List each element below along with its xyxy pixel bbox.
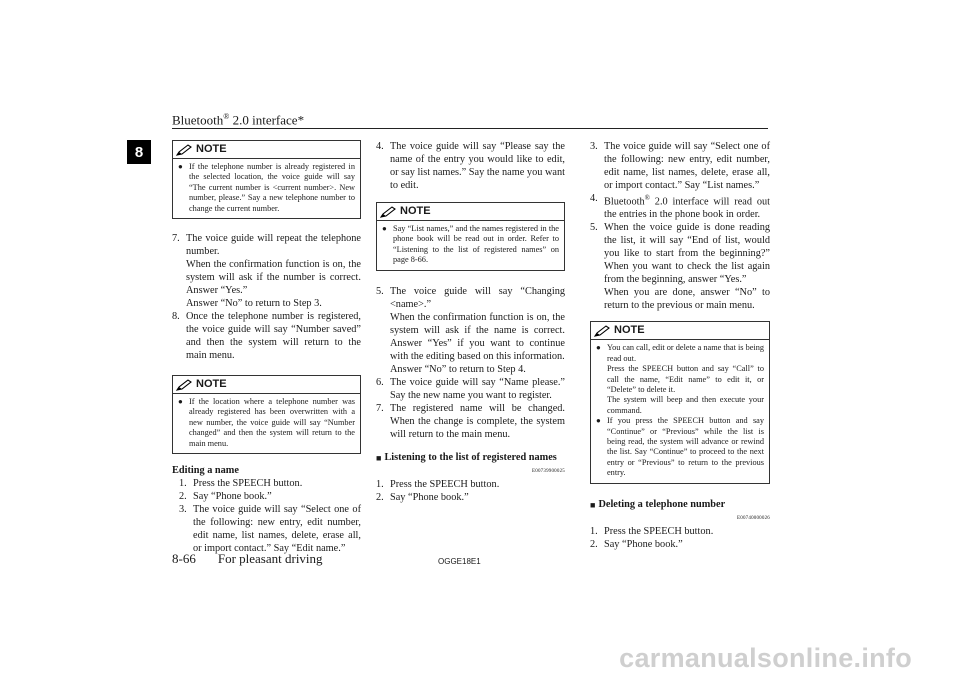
listen-step-1: 1. Press the SPEECH button.	[376, 478, 500, 490]
bullet-icon: ●	[596, 416, 601, 426]
note-title: NOTE	[196, 143, 227, 155]
step-7b: 7. The registered name will be changed. When the change is complete, the system will return to the main menu.	[376, 402, 565, 440]
step-8: 8. Once the telephone number is registered, the voice guide will say “Number saved” and then the system will return to the main menu.	[172, 311, 361, 362]
delete-step-1: 1. Press the SPEECH button.	[590, 525, 714, 537]
square-bullet-icon: ■	[590, 499, 596, 510]
list-step-4: 4. Bluetooth® 2.0 interface will read out the entries in the phone book in order.	[590, 193, 770, 221]
running-header: Bluetooth® 2.0 interface*	[172, 112, 305, 128]
note-item: ● You can call, edit or delete a name that is being read out. Press the SPEECH button and say “Call” to call the name, “Edit name” to edit it, or “Delete” to delete it. The system will beep and then execute your command.	[596, 343, 764, 415]
column-1	[172, 140, 361, 555]
step-6: 6. The voice guide will say “Name please.” Say the new name you want to register.	[376, 376, 565, 401]
page-footer	[172, 551, 323, 567]
step-5: 5. The voice guide will say “Changing <name>.” When the confirmation function is on, the system will ask if the name is correct. Answer “Yes” if you want to continue with the editing based on this information. Answer “No” to return to Step 4.	[376, 285, 565, 375]
watermark: carmanualsonline.info	[619, 643, 912, 673]
note-item: ● If you press the SPEECH button and say “Continue” or “Previous” while the list is being read, the system will advance or rewind the list. Say “Continue” to proceed to the next entry or “Previous” to return to the previous entry.	[596, 416, 764, 478]
footer-code: OGGE18E1	[438, 557, 481, 566]
section-title-editing-name: Editing a name	[172, 465, 239, 477]
section-title-listening: ■ Listening to the list of registered names	[376, 451, 557, 463]
note-pen-icon	[176, 144, 193, 156]
note-box	[590, 321, 770, 483]
note-pen-icon	[594, 325, 611, 337]
edit-step-3: 3. The voice guide will say “Select one of the following: new entry, edit number, edit name, list names, delete, erase all, or import contact.” Say “Edit name.”	[179, 504, 361, 555]
note-pen-icon	[380, 206, 397, 218]
note-header	[173, 141, 360, 159]
list-step-5: 5. When the voice guide is done reading the list, it will say “End of list, would you like to start from the beginning?” When you want to check the list again from the beginning, answer “Yes.” When you are done, answer “No” to return to the previous or main menu.	[590, 222, 770, 312]
edit-step-1: 1. Press the SPEECH button.	[179, 478, 303, 490]
section-code: E00740000026	[737, 515, 770, 521]
note-title: NOTE	[614, 324, 645, 337]
bullet-icon: ●	[178, 397, 183, 407]
note-body	[173, 159, 360, 218]
edit-step-2: 2. Say “Phone book.”	[179, 491, 272, 503]
section-title-deleting: ■ Deleting a telephone number	[590, 498, 726, 510]
delete-step-2: 2. Say “Phone book.”	[590, 538, 683, 550]
square-bullet-icon: ■	[376, 452, 382, 463]
listen-step-2: 2. Say “Phone book.”	[376, 491, 469, 503]
header-rule	[172, 128, 768, 129]
note-box	[172, 375, 361, 454]
page-number: 8-66	[172, 551, 196, 566]
column-3	[590, 140, 770, 551]
note-body	[173, 394, 360, 453]
note-header	[591, 322, 769, 340]
note-item: ● If the location where a telephone number was already registered has been overwritten with a new number, the voice guide will say “Number changed” and then the system will return to the main menu.	[178, 397, 355, 448]
note-box	[376, 202, 565, 271]
column-2	[376, 140, 565, 504]
note-pen-icon	[176, 379, 193, 391]
note-item: ● Say “List names,” and the names registered in the phone book will be read out in order. Refer to “Listening to the list of registered names” on page 8-66.	[382, 224, 559, 265]
step-7: 7. The voice guide will repeat the telephone number. When the confirmation function is on, the system will ask if the number is correct. Answer “Yes.” Answer “No” to return to Step 3.	[172, 233, 361, 310]
step-4: 4. The voice guide will say “Please say the name of the entry you would like to edit, or say list names.” Say the name you want to edit.	[376, 141, 565, 191]
bullet-icon: ●	[596, 343, 601, 353]
bullet-icon: ●	[382, 224, 387, 233]
note-title: NOTE	[196, 378, 227, 391]
note-body	[377, 221, 564, 270]
section-code: E00739900025	[532, 468, 565, 474]
note-item: ● If the telephone number is already registered in the selected location, the voice guide will say “The current number is <current number>. New number, please.” Say a new telephone number to change the current number.	[178, 162, 355, 213]
note-box	[172, 140, 361, 219]
note-header	[377, 203, 564, 221]
note-body	[591, 340, 769, 482]
list-step-3: 3. The voice guide will say “Select one of the following: new entry, edit number, edit name, list names, delete, erase all, or import contact.” Say “List names.”	[590, 141, 770, 191]
bullet-icon: ●	[178, 162, 183, 171]
note-header	[173, 376, 360, 394]
footer-section: For pleasant driving	[217, 551, 323, 566]
chapter-tab: 8	[127, 140, 151, 164]
note-title: NOTE	[400, 205, 431, 217]
